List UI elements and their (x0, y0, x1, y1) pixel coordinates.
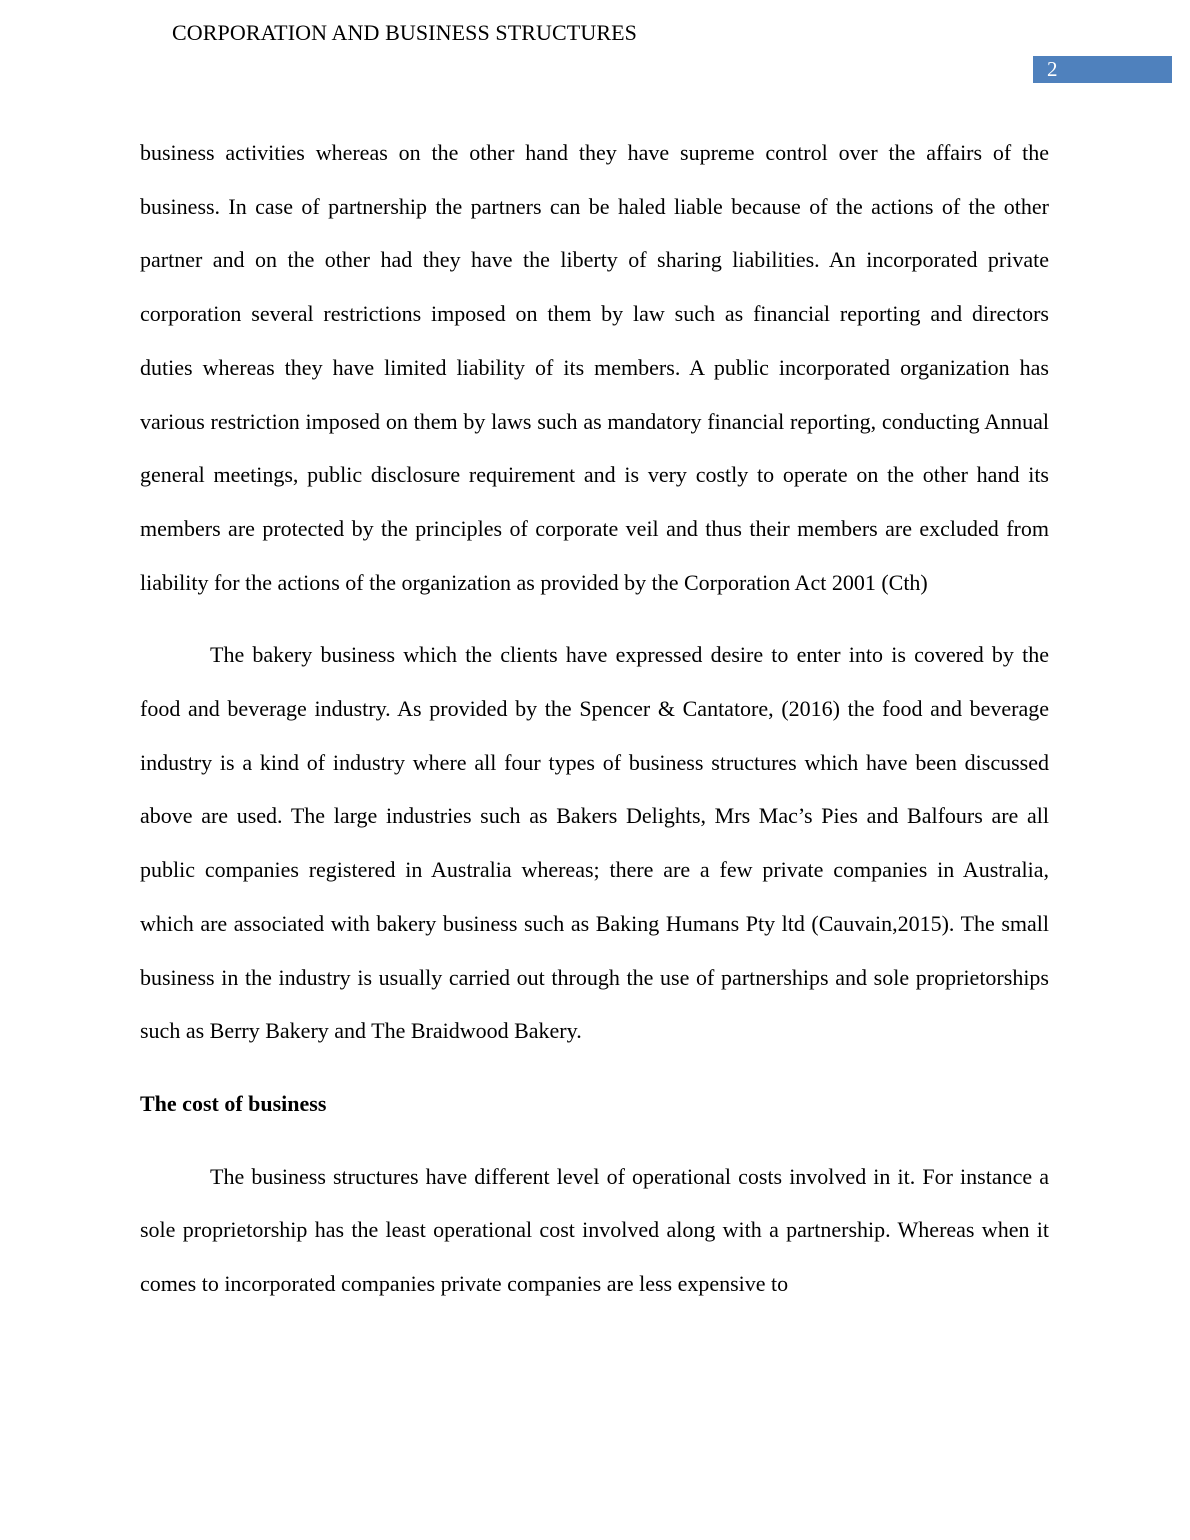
page-number: 2 (1047, 57, 1058, 81)
page-number-box (1033, 56, 1172, 83)
section-heading: The cost of business (140, 1090, 327, 1116)
running-head: CORPORATION AND BUSINESS STRUCTURES (172, 20, 637, 45)
paragraph-continued: business activities whereas on the other hand they have supreme control over the affairs of the business. In case of partnership the partners can be haled liable because of the actions of the other partner and on the other had they have the liberty of sharing liabilities. An incorporated private corporation several restrictions imposed on them by law such as financial reporting and directors duties whereas they have limited liability of its members. A public incorporated organization has various restriction imposed on them by laws such as mandatory financial reporting, conducting Annual general meetings, public disclosure requirement and is very costly to operate on the other hand its members are protected by the principles of corporate veil and thus their members are excluded from liability for the actions of the organization as provided by the Corporation Act 2001 (Cth) (140, 140, 1049, 595)
paragraph-bakery-industry: The bakery business which the clients have expressed desire to enter into is covered by the food and beverage industry. As provided by the Spencer & Cantatore, (2016) the food and beverage industry is a kind of industry where all four types of business structures which have been discussed above are used. The large industries such as Bakers Delights, Mrs Mac’s Pies and Balfours are all public companies registered in Australia whereas; there are a few private companies in Australia, which are associated with bakery business such as Baking Humans Pty ltd (Cauvain,2015). The small business in the industry is usually carried out through the use of partnerships and sole proprietorships such as Berry Bakery and The Braidwood Bakery. (140, 642, 1049, 1044)
document-body (140, 126, 1049, 1330)
paragraph-cost-of-business: The business structures have different level of operational costs involved in it. For instance a sole proprietorship has the least operational cost involved along with a partnership. Whereas when it comes to incorporated companies private companies are less expensive to (140, 1163, 1049, 1297)
